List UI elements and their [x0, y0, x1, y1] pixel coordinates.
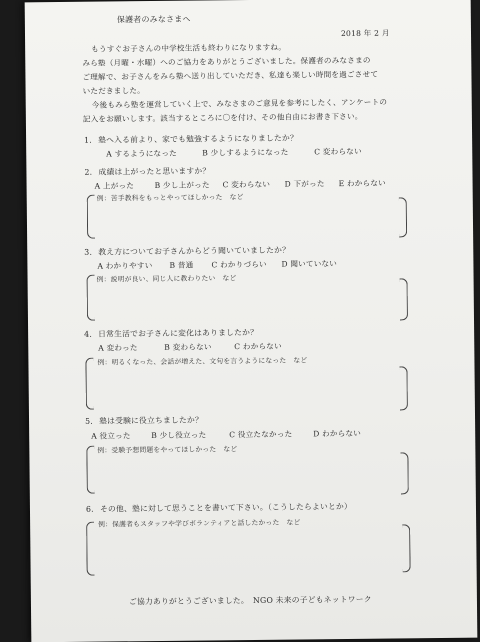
- question-number: 6.: [85, 504, 94, 514]
- intro-line: もうすぐお子さんの中学校生活も終わりになりますね。: [91, 42, 287, 54]
- question-number: 3.: [84, 247, 93, 257]
- footer-thanks: ご協力ありがとうございました。 NGO 未来の子どもネットワーク: [128, 594, 372, 607]
- answer-bracket-left: [86, 446, 95, 494]
- option[interactable]: D わからない: [313, 428, 362, 439]
- intro-line: いただきました。: [82, 86, 145, 96]
- option[interactable]: D 聞いていない: [281, 259, 338, 269]
- intro-line: 記入をお願いします。該当するところに〇を付け、その他自由にお書き下さい。: [82, 111, 363, 124]
- option[interactable]: A 役立った: [91, 431, 131, 441]
- intro-line: ご理解で、お子さんをみら塾へ送り出していただき、私達も楽しい時間を過ごさせて: [82, 69, 379, 82]
- question-number: 1.: [84, 135, 92, 145]
- answer-bracket-left: [85, 358, 94, 410]
- answer-bracket-left: [86, 522, 95, 576]
- answer-bracket-right: [400, 452, 408, 494]
- option[interactable]: E わからない: [338, 178, 386, 189]
- example-text: 例：明るくなった、会話が増えた、文句を言うようになった など: [97, 356, 308, 367]
- option[interactable]: C 役立たなかった: [229, 429, 293, 440]
- question-number: 5.: [85, 416, 93, 426]
- option[interactable]: C わかりづらい: [211, 259, 267, 270]
- option[interactable]: C わからない: [234, 341, 282, 352]
- answer-bracket-left: [87, 195, 95, 239]
- option[interactable]: A するようになった: [106, 148, 177, 159]
- question-text: その他、塾に対して思うことを書いて下さい。（こうしたらよいとか）: [99, 501, 353, 514]
- survey-sheet: [25, 0, 478, 642]
- date: 2018 年 2 月: [340, 28, 390, 39]
- answer-bracket-right: [402, 524, 411, 572]
- question-text: 教え方についてお子さんからどう聞いていましたか？: [98, 245, 291, 257]
- example-text: 例：受験予想問題をやってほしかった など: [97, 445, 238, 455]
- question-text: 日常生活でお子さんに変化はありましたか？: [98, 327, 259, 339]
- question-number: 4.: [84, 329, 93, 339]
- option[interactable]: C 変わらない: [314, 146, 362, 157]
- option[interactable]: A 変わった: [98, 343, 138, 353]
- intro-line: 今後もみら塾を運営していく上で、みなさまのご意見を参考にしたく、アンケートの: [91, 97, 388, 110]
- option[interactable]: B 少しするようになった: [202, 147, 289, 158]
- example-text: 例：保護者もスタッフや学びボランティアと話したかった など: [98, 518, 301, 529]
- option[interactable]: B 普通: [169, 260, 194, 270]
- option[interactable]: B 少し役立った: [151, 430, 207, 441]
- option[interactable]: A 上がった: [94, 181, 135, 191]
- example-text: 例：苦手教科をもっとやってほしかった など: [96, 193, 244, 203]
- answer-bracket-right: [400, 278, 408, 320]
- answer-bracket-right: [399, 366, 407, 410]
- example-text: 例：説明が良い、同じ人に教わりたい など: [96, 274, 237, 284]
- question-text: 塾へ入る前より、家でも勉強するようになりましたか？: [98, 133, 299, 145]
- addressee: 保護者のみなさまへ: [116, 14, 191, 25]
- option[interactable]: C 変わらない: [222, 179, 271, 190]
- option[interactable]: D 下がった: [284, 179, 325, 189]
- question-text: 塾は受験に役立ちましたか？: [99, 415, 204, 426]
- intro-line: みら塾（月曜・水曜）へのご協力をありがとうございました。保護者のみなさまの: [82, 55, 371, 68]
- option[interactable]: A わかりやすい: [97, 261, 153, 271]
- answer-bracket-right: [399, 197, 407, 237]
- question-number: 2.: [84, 167, 93, 177]
- option[interactable]: B 変わらない: [164, 342, 212, 352]
- option[interactable]: B 少し上がった: [154, 180, 210, 191]
- answer-bracket-left: [87, 275, 95, 321]
- question-text: 成績は上がったと思いますか？: [98, 166, 211, 177]
